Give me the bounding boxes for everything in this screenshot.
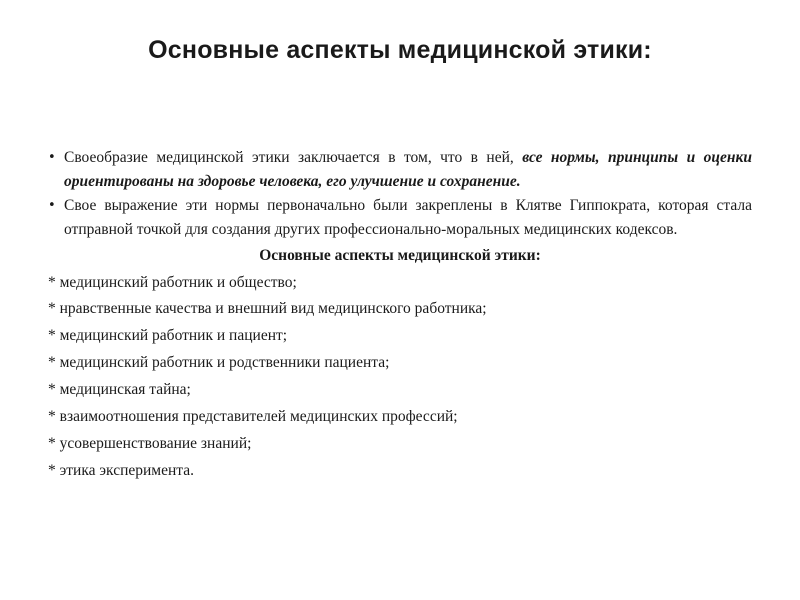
aspects-list [48,271,752,483]
bullet-icon: • [48,150,56,165]
list-item: * нравственные качества и внешний вид медицинского работника; [48,300,487,318]
aspects-heading: Основные аспекты медицинской этики: [259,247,541,264]
paragraph-emphasis: все нормы, принципы и оценки ориентированы на здоровье человека, его улучшение и сохранение. [64,149,752,190]
slide-content [48,146,752,486]
list-item: * этика эксперимента. [48,461,194,479]
list-item: * взаимоотношения представителей медицинских профессий; [48,407,458,425]
paragraph-text: Своеобразие медицинской этики заключается в том, что в ней, [64,149,523,166]
list-item: * медицинский работник и пациент; [48,327,288,345]
slide-title: Основные аспекты медицинской этики: [148,36,652,64]
paragraph-hippocratic-oath [48,194,752,241]
list-item: * медицинский работник и родственники пациента; [48,354,390,372]
list-item: * медицинская тайна; [48,381,191,399]
paragraph-specificity [48,146,752,193]
list-item: * усовершенствование знаний; [48,434,252,452]
list-item: * медицинский работник и общество; [48,273,297,291]
bullet-icon: • [48,198,56,213]
paragraph-text: Свое выражение эти нормы первоначально были закреплены в Клятве Гиппократа, которая стала отправной точкой для создания других профессионально-моральных медицинских кодексов. [64,197,752,238]
